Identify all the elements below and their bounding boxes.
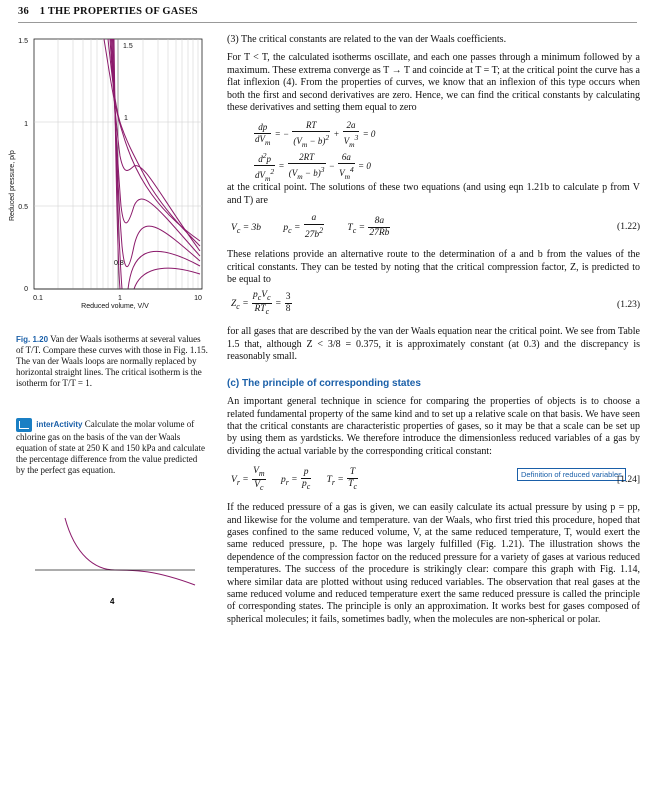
- y-tick-0: 0: [24, 286, 28, 293]
- caption-label: Fig. 1.20: [16, 335, 49, 344]
- equation-derivatives: $\frac{dp}{dV_m}$ = − $\frac{RT}{(V_m - b)^2}$ + $\frac{2a}{V_m^3}$ = 0 $\frac{d^2p}{dV_m^2}$ = $\frac{2RT}{(V_m - b)^3}$ − $\frac{6a}{V_m^4}$ = 0: [255, 120, 376, 184]
- chapter-title: 1 THE PROPERTIES OF GASES: [39, 6, 198, 17]
- header-rule: [18, 22, 637, 23]
- y-tick-1: 1: [24, 121, 28, 128]
- curve-label-1.5: 1.5: [123, 43, 133, 50]
- para-isotherms: For T < T, the calculated isotherms oscillate, and each one passes through a minimum followed by a maximum. These extrema converge as T → T and coincide at T = T; at the critical point the curve has a flat inflexion (4). From the properties of curves, we know that an inflexion of this type occurs when both the first and second derivatives are zero. Hence, we can find the critical constants by calculating these derivatives and setting them equal to zero: [227, 52, 640, 114]
- figure-caption: [16, 334, 208, 389]
- x-axis-label: Reduced volume, V/V: [81, 303, 149, 310]
- interactivity-icon: [16, 418, 32, 432]
- curve-label-1: 1: [124, 115, 128, 122]
- equation-1-24: $V_r$ = $\frac{V_m}{V_c}$ $p_r$ = $\frac{p}{p_c}$ $T_r$ = $\frac{T}{T_c}$ Definition of reduced variables [1.24]: [231, 466, 640, 492]
- eq-1-22-number: (1.22): [617, 222, 640, 233]
- y-axis-label: Reduced pressure, p/p: [9, 150, 16, 221]
- equation-1-22: $V_c = 3b$ $p_c$ = $\frac{a}{27b^2}$ $T_c$ = $\frac{8a}{27Rb}$ (1.22): [231, 213, 640, 241]
- para-solutions: at the critical point. The solutions of these two equations (and using eqn 1.21b to calculate p from V and T) are: [227, 182, 640, 206]
- running-header: [18, 6, 198, 17]
- definition-box: Definition of reduced variables: [517, 468, 626, 481]
- para-table-comparison: for all gases that are described by the van der Waals equation near the critical point. We see from Table 1.5 that, although Z < 3/8 = 0.375, it is approximately constant (at 0.3) and the discrepancy is reasonably small.: [227, 326, 640, 363]
- interactivity-box: [16, 418, 208, 476]
- section-heading: (c) The principle of corresponding states: [227, 377, 421, 389]
- page-number: 36: [18, 6, 29, 17]
- main-text-column: [227, 30, 640, 626]
- x-tick-1: 1: [118, 295, 122, 302]
- para-critical-constants: (3) The critical constants are related to the van der Waals coefficients.: [227, 34, 507, 45]
- x-tick-0.1: 0.1: [33, 295, 43, 302]
- eq-1-24-number: [1.24]: [617, 475, 640, 486]
- caption-text: Van der Waals isotherms at several values of T/T. Compare these curves with those in Fig. 1.15. The van der Waals loops are normally replaced by horizontal straight lines. The critical isotherm is the isotherm for T/T = 1.: [16, 334, 208, 389]
- para-corresponding-states: If the reduced pressure of a gas is given, we can easily calculate its actual pressure by using p = pp, and likewise for the volume and temperature. van der Waals, who first tried this procedure, hoped that gases confined to the same reduced volume, V, at the same reduced temperature, T, would exert the same reduced pressure, p. The hope was largely fulfilled (Fig. 1.21). The illustration shows the dependence of the compression factor on the reduced pressure for a variety of gases at various reduced temperatures. The success of the procedure is strikingly clear: compare this graph with Fig. 1.14, where similar data are plotted without using reduced variables. The observation that real gases at the same reduced volume and reduced temperature exert the same reduced pressure is called the principle of corresponding states. The principle is only an approximation. It works best for gases composed of spherical molecules; it fails, sometimes badly, when the molecules are non-spherical or polar.: [227, 502, 640, 625]
- sketch-label: 4: [110, 597, 115, 606]
- y-tick-0.5: 0.5: [18, 204, 28, 211]
- interactivity-text: Calculate the molar volume of chlorine gas on the basis of the van der Waals equation of state at 250 K and 150 kPa and calculate the percentage difference from the value predicted by the perfect gas equation.: [16, 419, 205, 476]
- para-compression-factor: These relations provide an alternative route to the determination of a and b from the values of the critical constants. They can be tested by noting that the critical compression factor, Z, is predicted to be equal to: [227, 249, 640, 286]
- vdw-isotherm-figure: [10, 36, 215, 311]
- flat-inflexion-sketch: [15, 510, 215, 610]
- x-tick-10: 10: [194, 295, 202, 302]
- eq-1-23-number: (1.23): [617, 300, 640, 311]
- equation-1-23: $Z_c$ = $\frac{p_cV_c}{RT_c}$ = $\frac{3}{8}$ (1.23): [231, 290, 640, 317]
- para-reduced-variables: An important general technique in science for comparing the properties of objects is to choose a related fundamental property of the same kind and to set up a relative scale on that basis. We have seen that the critical constants are characteristic properties of gases, so it may be that a scale can be set up by using them as yardsticks. We therefore introduce the dimensionless reduced variables of a gas by dividing the actual variable by the corresponding critical constant:: [227, 396, 640, 457]
- interactivity-label: interActivity: [36, 420, 83, 430]
- curve-label-0.8: 0.8: [114, 260, 124, 267]
- y-tick-1.5: 1.5: [18, 38, 28, 45]
